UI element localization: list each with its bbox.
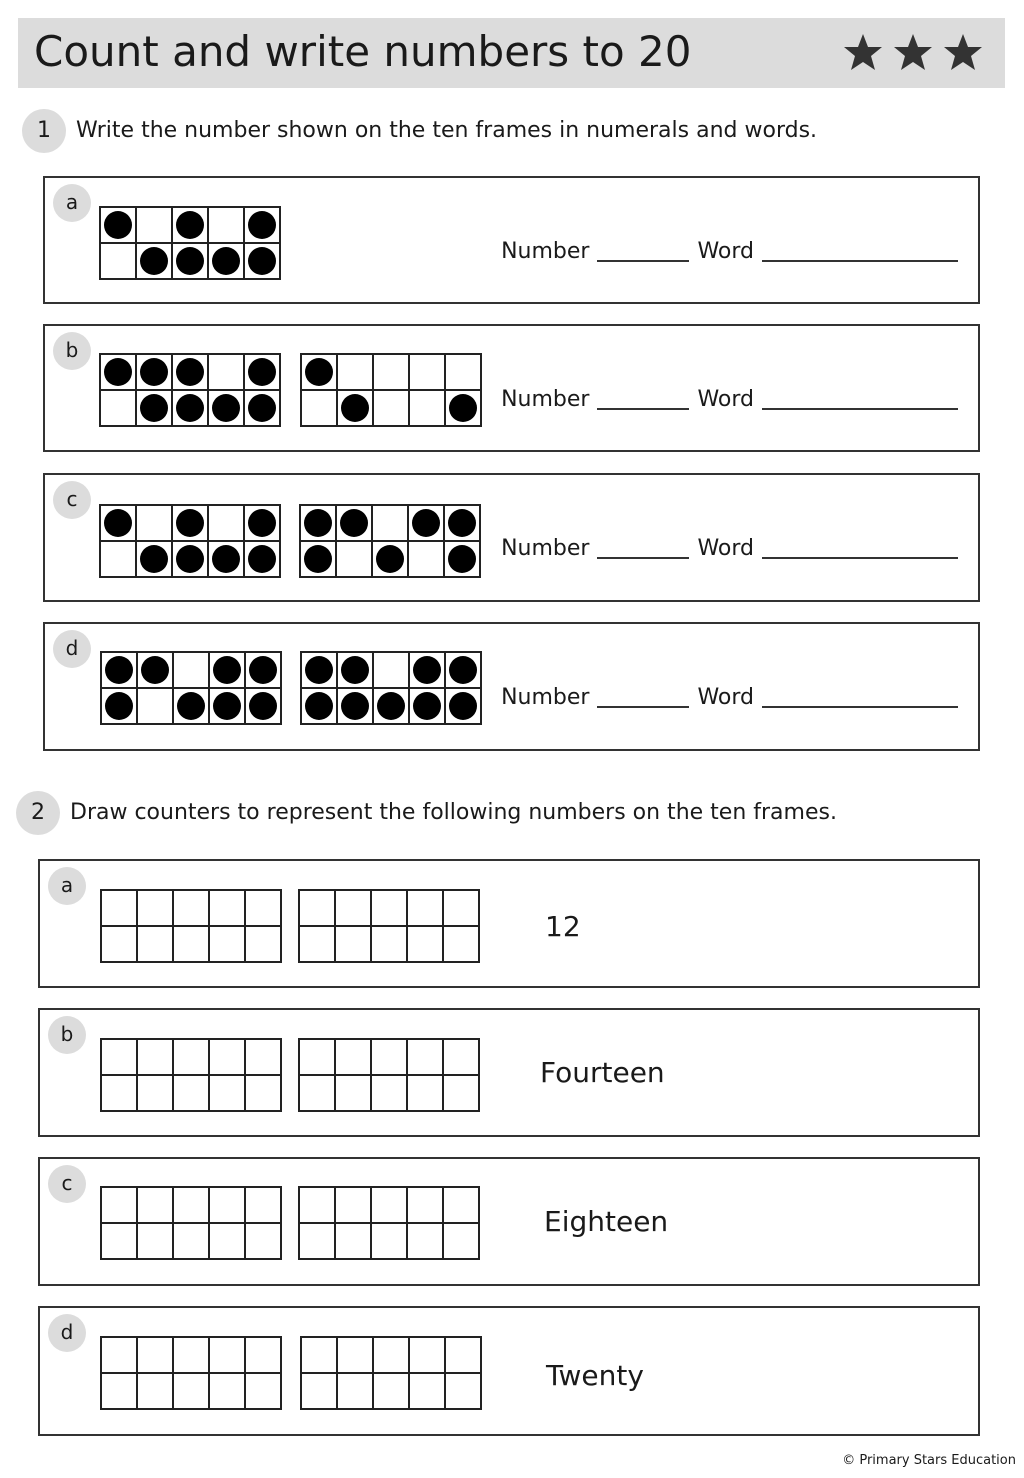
counter-cell — [445, 390, 481, 426]
number-label: Number — [501, 685, 590, 710]
item-label: c — [48, 1165, 86, 1203]
blank-ten-frame[interactable] — [100, 1186, 282, 1260]
empty-cell[interactable] — [371, 926, 407, 962]
empty-cell[interactable] — [137, 1337, 173, 1373]
counter-cell — [245, 688, 281, 724]
counter-cell — [101, 652, 137, 688]
q1-item-b — [43, 324, 980, 452]
empty-cell[interactable] — [407, 1075, 443, 1111]
star-icon — [943, 32, 983, 72]
ten-frame — [300, 353, 482, 427]
empty-cell — [136, 207, 172, 243]
empty-cell[interactable] — [299, 1039, 335, 1075]
counter-cell — [301, 652, 337, 688]
empty-cell[interactable] — [371, 890, 407, 926]
empty-cell[interactable] — [173, 1075, 209, 1111]
counter-cell — [136, 390, 172, 426]
empty-cell[interactable] — [137, 1039, 173, 1075]
empty-cell[interactable] — [209, 1337, 245, 1373]
word-answer-line[interactable] — [762, 260, 958, 262]
empty-cell[interactable] — [301, 1337, 337, 1373]
counter-cell — [208, 243, 244, 279]
empty-cell[interactable] — [245, 1039, 281, 1075]
question-number: 2 — [16, 791, 60, 835]
counter-cell — [445, 688, 481, 724]
counter-cell — [136, 243, 172, 279]
item-label: a — [53, 184, 91, 222]
empty-cell — [373, 652, 409, 688]
number-answer-line[interactable] — [597, 557, 689, 559]
empty-cell — [100, 243, 136, 279]
empty-cell — [372, 505, 408, 541]
counter-cell — [301, 354, 337, 390]
number-label: Number — [501, 387, 590, 412]
empty-cell — [445, 354, 481, 390]
target-number: Eighteen — [544, 1205, 669, 1238]
counter-cell — [445, 652, 481, 688]
empty-cell[interactable] — [173, 890, 209, 926]
empty-cell[interactable] — [299, 1187, 335, 1223]
counter-cell — [244, 243, 280, 279]
empty-cell[interactable] — [101, 890, 137, 926]
empty-cell — [137, 688, 173, 724]
target-number: Fourteen — [540, 1056, 665, 1089]
word-answer-line[interactable] — [762, 557, 958, 559]
empty-cell[interactable] — [335, 1223, 371, 1259]
empty-cell[interactable] — [101, 926, 137, 962]
number-label: Number — [501, 239, 590, 264]
empty-cell[interactable] — [209, 1373, 245, 1409]
empty-cell — [336, 541, 372, 577]
empty-cell[interactable] — [299, 1075, 335, 1111]
word-label: Word — [697, 239, 754, 264]
blank-ten-frame[interactable] — [100, 1336, 282, 1410]
empty-cell[interactable] — [245, 1075, 281, 1111]
empty-cell[interactable] — [407, 890, 443, 926]
counter-cell — [373, 688, 409, 724]
blank-ten-frame[interactable] — [298, 1186, 480, 1260]
empty-cell[interactable] — [445, 1373, 481, 1409]
empty-cell[interactable] — [443, 1075, 479, 1111]
empty-cell[interactable] — [137, 1187, 173, 1223]
empty-cell[interactable] — [245, 1373, 281, 1409]
empty-cell — [408, 541, 444, 577]
empty-cell[interactable] — [337, 1337, 373, 1373]
empty-cell[interactable] — [245, 890, 281, 926]
counter-cell — [244, 207, 280, 243]
empty-cell[interactable] — [101, 1337, 137, 1373]
empty-cell[interactable] — [245, 1337, 281, 1373]
ten-frame — [99, 504, 281, 578]
counter-cell — [337, 652, 373, 688]
empty-cell[interactable] — [443, 890, 479, 926]
difficulty-stars — [843, 32, 983, 72]
answer-lines — [501, 684, 958, 712]
q2-item-c — [38, 1157, 980, 1286]
empty-cell[interactable] — [209, 1039, 245, 1075]
empty-cell[interactable] — [173, 1039, 209, 1075]
empty-cell[interactable] — [101, 1075, 137, 1111]
empty-cell[interactable] — [337, 1373, 373, 1409]
worksheet-header — [18, 18, 1005, 88]
number-answer-line[interactable] — [597, 260, 689, 262]
empty-cell — [337, 354, 373, 390]
empty-cell — [208, 354, 244, 390]
empty-cell[interactable] — [335, 1075, 371, 1111]
answer-lines — [501, 238, 958, 266]
blank-ten-frame[interactable] — [298, 889, 480, 963]
empty-cell[interactable] — [443, 1187, 479, 1223]
question-text: Draw counters to represent the following numbers on the ten frames. — [70, 800, 837, 825]
empty-cell[interactable] — [173, 1373, 209, 1409]
counter-cell — [409, 652, 445, 688]
counter-cell — [172, 541, 208, 577]
empty-cell[interactable] — [209, 1187, 245, 1223]
empty-cell — [409, 354, 445, 390]
empty-cell[interactable] — [299, 1223, 335, 1259]
counter-cell — [172, 243, 208, 279]
counter-cell — [172, 207, 208, 243]
item-label: b — [53, 332, 91, 370]
counter-cell — [172, 354, 208, 390]
q1-item-a — [43, 176, 980, 304]
empty-cell[interactable] — [371, 1039, 407, 1075]
empty-cell — [136, 505, 172, 541]
counter-cell — [337, 688, 373, 724]
ten-frame — [99, 353, 281, 427]
q1-item-d — [43, 622, 980, 751]
empty-cell[interactable] — [407, 1223, 443, 1259]
empty-cell[interactable] — [335, 1187, 371, 1223]
item-label: a — [48, 867, 86, 905]
empty-cell — [208, 207, 244, 243]
counter-cell — [444, 505, 480, 541]
empty-cell[interactable] — [407, 1039, 443, 1075]
empty-cell[interactable] — [137, 890, 173, 926]
blank-ten-frame[interactable] — [100, 889, 282, 963]
star-icon — [843, 32, 883, 72]
empty-cell[interactable] — [407, 1187, 443, 1223]
empty-cell[interactable] — [301, 1373, 337, 1409]
counter-cell — [209, 652, 245, 688]
empty-cell[interactable] — [371, 1075, 407, 1111]
counter-cell — [208, 390, 244, 426]
counter-cell — [208, 541, 244, 577]
empty-cell[interactable] — [101, 1223, 137, 1259]
empty-cell[interactable] — [373, 1373, 409, 1409]
counter-cell — [100, 505, 136, 541]
empty-cell[interactable] — [409, 1373, 445, 1409]
q1-item-c — [43, 473, 980, 602]
counter-cell — [300, 541, 336, 577]
empty-cell[interactable] — [335, 926, 371, 962]
empty-cell[interactable] — [371, 1223, 407, 1259]
counter-cell — [100, 207, 136, 243]
empty-cell[interactable] — [299, 890, 335, 926]
empty-cell[interactable] — [137, 1075, 173, 1111]
counter-cell — [136, 541, 172, 577]
empty-cell[interactable] — [209, 890, 245, 926]
counter-cell — [372, 541, 408, 577]
ten-frame — [100, 651, 282, 725]
page-title: Count and write numbers to 20 — [34, 27, 692, 76]
counter-cell — [245, 652, 281, 688]
counter-cell — [300, 505, 336, 541]
empty-cell[interactable] — [209, 926, 245, 962]
blank-ten-frame[interactable] — [298, 1038, 480, 1112]
counter-cell — [173, 688, 209, 724]
item-label: c — [53, 481, 91, 519]
empty-cell[interactable] — [245, 1187, 281, 1223]
empty-cell[interactable] — [373, 1337, 409, 1373]
empty-cell — [373, 354, 409, 390]
q2-item-d — [38, 1306, 980, 1436]
counter-cell — [409, 688, 445, 724]
counter-cell — [244, 505, 280, 541]
counter-cell — [301, 688, 337, 724]
empty-cell[interactable] — [137, 926, 173, 962]
empty-cell[interactable] — [409, 1337, 445, 1373]
counter-cell — [336, 505, 372, 541]
counter-cell — [244, 390, 280, 426]
counter-cell — [337, 390, 373, 426]
number-answer-line[interactable] — [597, 706, 689, 708]
counter-cell — [172, 390, 208, 426]
counter-cell — [408, 505, 444, 541]
empty-cell[interactable] — [443, 1223, 479, 1259]
ten-frame — [99, 206, 281, 280]
empty-cell[interactable] — [101, 1373, 137, 1409]
counter-cell — [101, 688, 137, 724]
empty-cell[interactable] — [407, 926, 443, 962]
empty-cell[interactable] — [445, 1337, 481, 1373]
word-label: Word — [697, 685, 754, 710]
empty-cell — [301, 390, 337, 426]
answer-lines — [501, 535, 958, 563]
empty-cell[interactable] — [245, 1223, 281, 1259]
counter-cell — [209, 688, 245, 724]
question-text: Write the number shown on the ten frames in numerals and words. — [76, 118, 818, 143]
empty-cell[interactable] — [443, 1039, 479, 1075]
target-number: Twenty — [546, 1359, 644, 1392]
word-label: Word — [697, 387, 754, 412]
counter-cell — [172, 505, 208, 541]
number-answer-line[interactable] — [597, 408, 689, 410]
empty-cell — [173, 652, 209, 688]
number-label: Number — [501, 536, 590, 561]
ten-frame — [299, 504, 481, 578]
item-label: d — [48, 1314, 86, 1352]
item-label: b — [48, 1016, 86, 1054]
empty-cell[interactable] — [443, 926, 479, 962]
empty-cell — [100, 541, 136, 577]
counter-cell — [244, 541, 280, 577]
question-number: 1 — [22, 109, 66, 153]
counter-cell — [137, 652, 173, 688]
ten-frame — [300, 651, 482, 725]
empty-cell — [208, 505, 244, 541]
empty-cell[interactable] — [335, 890, 371, 926]
copyright-notice: © Primary Stars Education — [842, 1453, 1016, 1468]
counter-cell — [100, 354, 136, 390]
counter-cell — [136, 354, 172, 390]
empty-cell[interactable] — [137, 1373, 173, 1409]
word-label: Word — [697, 536, 754, 561]
empty-cell[interactable] — [173, 926, 209, 962]
empty-cell[interactable] — [173, 1337, 209, 1373]
empty-cell — [373, 390, 409, 426]
empty-cell[interactable] — [335, 1039, 371, 1075]
counter-cell — [444, 541, 480, 577]
q2-item-b — [38, 1008, 980, 1137]
empty-cell[interactable] — [371, 1187, 407, 1223]
empty-cell[interactable] — [101, 1039, 137, 1075]
item-label: d — [53, 630, 91, 668]
answer-lines — [501, 386, 958, 414]
empty-cell[interactable] — [173, 1187, 209, 1223]
empty-cell[interactable] — [245, 926, 281, 962]
star-icon — [893, 32, 933, 72]
blank-ten-frame[interactable] — [300, 1336, 482, 1410]
blank-ten-frame[interactable] — [100, 1038, 282, 1112]
empty-cell[interactable] — [101, 1187, 137, 1223]
empty-cell[interactable] — [299, 926, 335, 962]
empty-cell — [409, 390, 445, 426]
q2-item-a — [38, 859, 980, 988]
target-number: 12 — [545, 910, 581, 943]
word-answer-line[interactable] — [762, 706, 958, 708]
empty-cell — [100, 390, 136, 426]
empty-cell[interactable] — [209, 1223, 245, 1259]
empty-cell[interactable] — [173, 1223, 209, 1259]
empty-cell[interactable] — [137, 1223, 173, 1259]
counter-cell — [244, 354, 280, 390]
empty-cell[interactable] — [209, 1075, 245, 1111]
word-answer-line[interactable] — [762, 408, 958, 410]
